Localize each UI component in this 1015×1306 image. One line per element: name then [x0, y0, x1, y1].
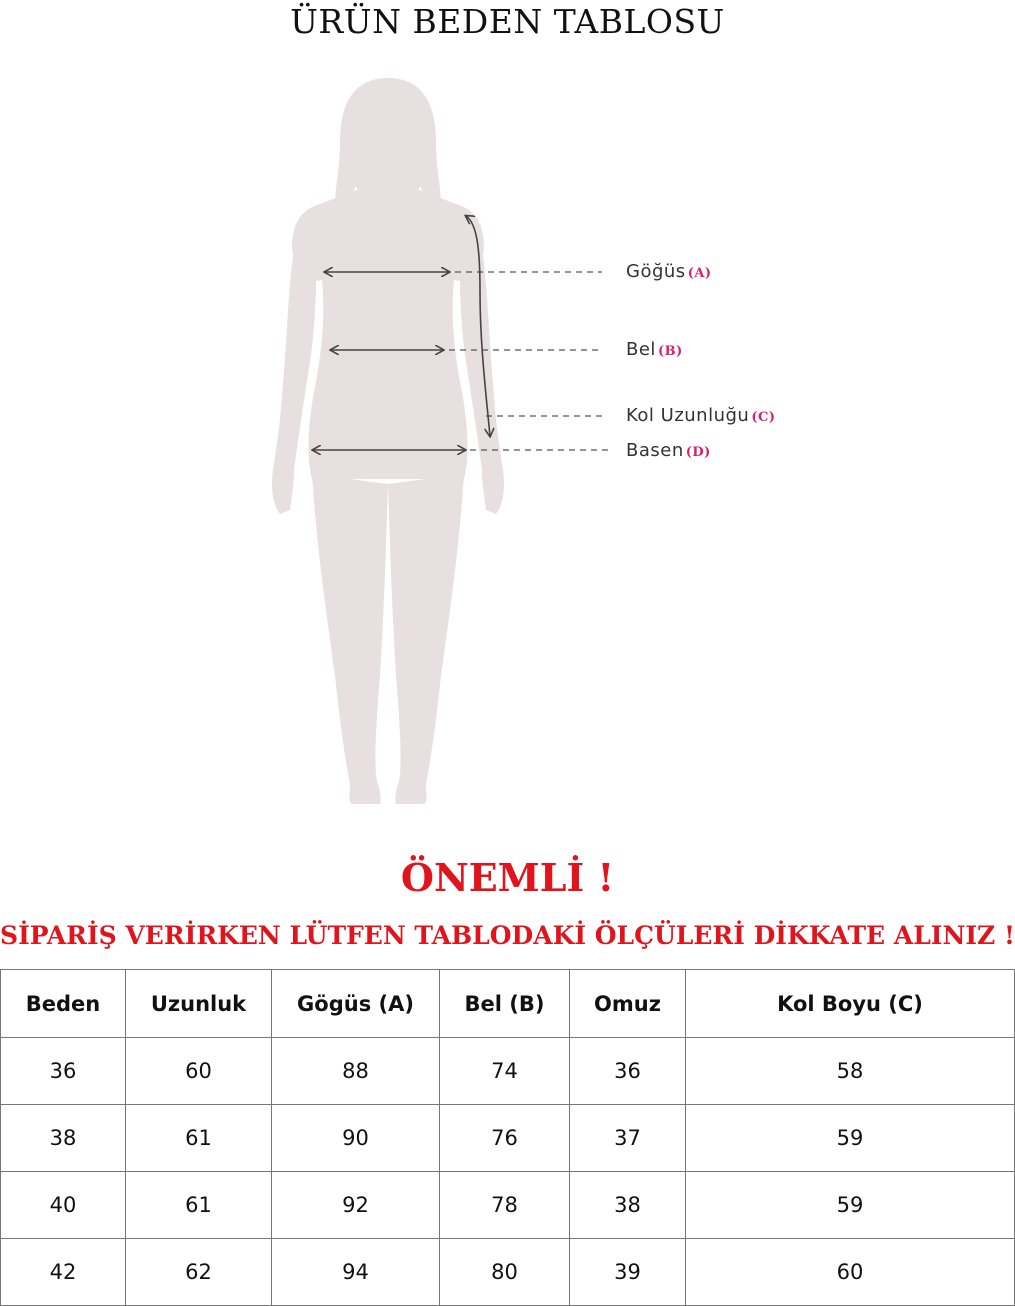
measure-name: Bel [626, 339, 656, 360]
table-cell: 36 [570, 1038, 686, 1105]
measure-name: Basen [626, 440, 684, 461]
measure-name: Kol Uzunluğu [626, 405, 750, 426]
table-cell: 60 [686, 1239, 1015, 1306]
table-cell: 60 [126, 1038, 272, 1105]
measure-letter: (C) [751, 410, 776, 425]
measure-label-chest [626, 261, 712, 285]
size-diagram [0, 44, 1015, 834]
column-header-waist: Bel (B) [440, 970, 570, 1038]
table-cell: 74 [440, 1038, 570, 1105]
table-header-row [1, 970, 1015, 1038]
table-cell: 37 [570, 1105, 686, 1172]
table-cell: 62 [126, 1239, 272, 1306]
table-cell: 38 [1, 1105, 126, 1172]
measure-name: Göğüs [626, 261, 686, 282]
notice-subtitle: SİPARİŞ VERİRKEN LÜTFEN TABLODAKİ ÖLÇÜLERİ DİKKATE ALINIZ ! [0, 921, 1015, 950]
table-cell: 36 [1, 1038, 126, 1105]
measure-label-sleeve [626, 405, 775, 429]
measure-letter: (D) [685, 445, 711, 460]
table-cell: 58 [686, 1038, 1015, 1105]
table-cell: 94 [272, 1239, 440, 1306]
table-cell: 39 [570, 1239, 686, 1306]
measure-letter: (A) [687, 266, 712, 281]
woman-silhouette-icon [0, 44, 1015, 834]
table-cell: 40 [1, 1172, 126, 1239]
column-header-shoulder: Omuz [570, 970, 686, 1038]
measure-letter: (B) [657, 344, 683, 359]
table-cell: 38 [570, 1172, 686, 1239]
table-cell: 42 [1, 1239, 126, 1306]
table-cell: 90 [272, 1105, 440, 1172]
table-cell: 80 [440, 1239, 570, 1306]
table-cell: 88 [272, 1038, 440, 1105]
table-row [1, 1239, 1015, 1306]
size-table [0, 969, 1015, 1306]
column-header-sleeve: Kol Boyu (C) [686, 970, 1015, 1038]
table-row [1, 1105, 1015, 1172]
table-cell: 78 [440, 1172, 570, 1239]
page-title: ÜRÜN BEDEN TABLOSU [290, 2, 725, 41]
table-cell: 61 [126, 1105, 272, 1172]
notice-title: ÖNEMLİ ! [400, 855, 615, 900]
table-cell: 59 [686, 1172, 1015, 1239]
column-header-chest: Gögüs (A) [272, 970, 440, 1038]
table-cell: 92 [272, 1172, 440, 1239]
table-cell: 76 [440, 1105, 570, 1172]
column-header-size: Beden [1, 970, 126, 1038]
table-cell: 61 [126, 1172, 272, 1239]
table-row [1, 1172, 1015, 1239]
table-cell: 59 [686, 1105, 1015, 1172]
measure-label-hip [626, 440, 711, 464]
column-header-length: Uzunluk [126, 970, 272, 1038]
measure-label-waist [626, 339, 683, 363]
table-row [1, 1038, 1015, 1105]
